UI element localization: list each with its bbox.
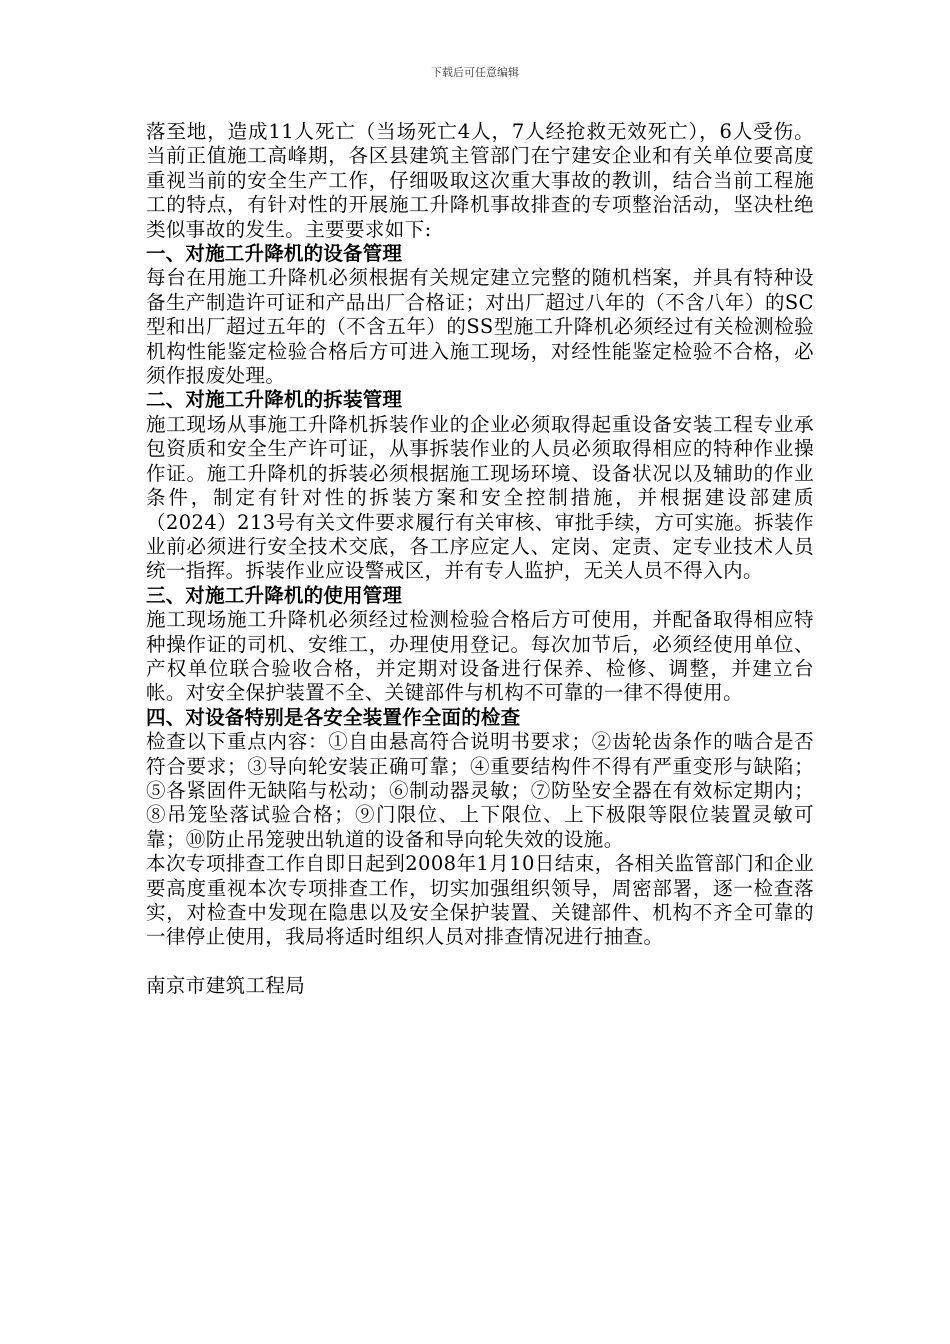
closing-paragraph: 本次专项排查工作自即日起到2008年1月10日结束，各相关监管部门和企业要高度重视本次专项排查工作，切实加强组织领导，周密部署，逐一检查落实，对检查中发现在隐患以及安全保护装置、关键部件、机构不齐全可靠的一律停止使用，我局将适时组织人员对排查情况进行抽查。 — [146, 852, 814, 949]
section-heading-installation: 二、对施工升降机的拆装管理 — [146, 388, 403, 412]
page-header: 下载后可任意编辑 — [431, 66, 519, 79]
signature: 南京市建筑工程局 — [146, 974, 306, 998]
section-heading-equipment: 一、对施工升降机的设备管理 — [146, 242, 403, 266]
equipment-paragraph: 每台在用施工升降机必须根据有关规定建立完整的随机档案，并具有特种设备生产制造许可证和产品出厂合格证；对出厂超过八年的（不含八年）的SC型和出厂超过五年的（不含五年）的SS型施工升降机必须经过有关检测检验机构性能鉴定检验合格后方可进入施工现场，对经性能鉴定检验不合格，必须作报废处理。 — [146, 266, 814, 388]
installation-paragraph: 施工现场从事施工升降机拆装作业的企业必须取得起重设备安装工程专业承包资质和安全生产许可证，从事拆装作业的人员必须取得相应的特种作业操作证。施工升降机的拆装必须根据施工现场环境、设备状况以及辅助的作业条件，制定有针对性的拆装方案和安全控制措施，并根据建设部建质（2024）213号有关文件要求履行有关审核、审批手续，方可实施。拆装作业前必须进行安全技术交底，各工序应定人、定岗、定责、定专业技术人员统一指挥。拆装作业应设警戒区，并有专人监护，无关人员不得入内。 — [146, 412, 814, 583]
section-heading-usage: 三、对施工升降机的使用管理 — [146, 583, 403, 607]
document-body — [146, 120, 814, 999]
intro-paragraph: 落至地，造成11人死亡（当场死亡4人，7人经抢救无效死亡），6人受伤。当前正值施工高峰期，各区县建筑主管部门在宁建安企业和有关单位要高度重视当前的安全生产工作，仔细吸取这次重大事故的教训，结合当前工程施工的特点，有针对性的开展施工升降机事故排查的专项整治活动，坚决杜绝类似事故的发生。主要要求如下: — [146, 120, 814, 241]
section-heading-inspection: 四、对设备特别是各安全装置作全面的检查 — [146, 705, 521, 729]
inspection-paragraph: 检查以下重点内容：①自由悬高符合说明书要求；②齿轮齿条作的啮合是否符合要求；③导向轮安装正确可靠；④重要结构件不得有严重变形与缺陷；⑤各紧固件无缺陷与松动；⑥制动器灵敏；⑦防坠安全器在有效标定期内；⑧吊笼坠落试验合格；⑨门限位、上下限位、上下极限等限位装置灵敏可靠；⑩防止吊笼驶出轨道的设备和导向轮失效的设施。 — [146, 730, 814, 851]
usage-paragraph: 施工现场施工升降机必须经过检测检验合格后方可使用，并配备取得相应特种操作证的司机、安维工，办理使用登记。每次加节后，必须经使用单位、产权单位联合验收合格，并定期对设备进行保养、检修、调整，并建立台帐。对安全保护装置不全、关键部件与机构不可靠的一律不得使用。 — [146, 608, 814, 705]
